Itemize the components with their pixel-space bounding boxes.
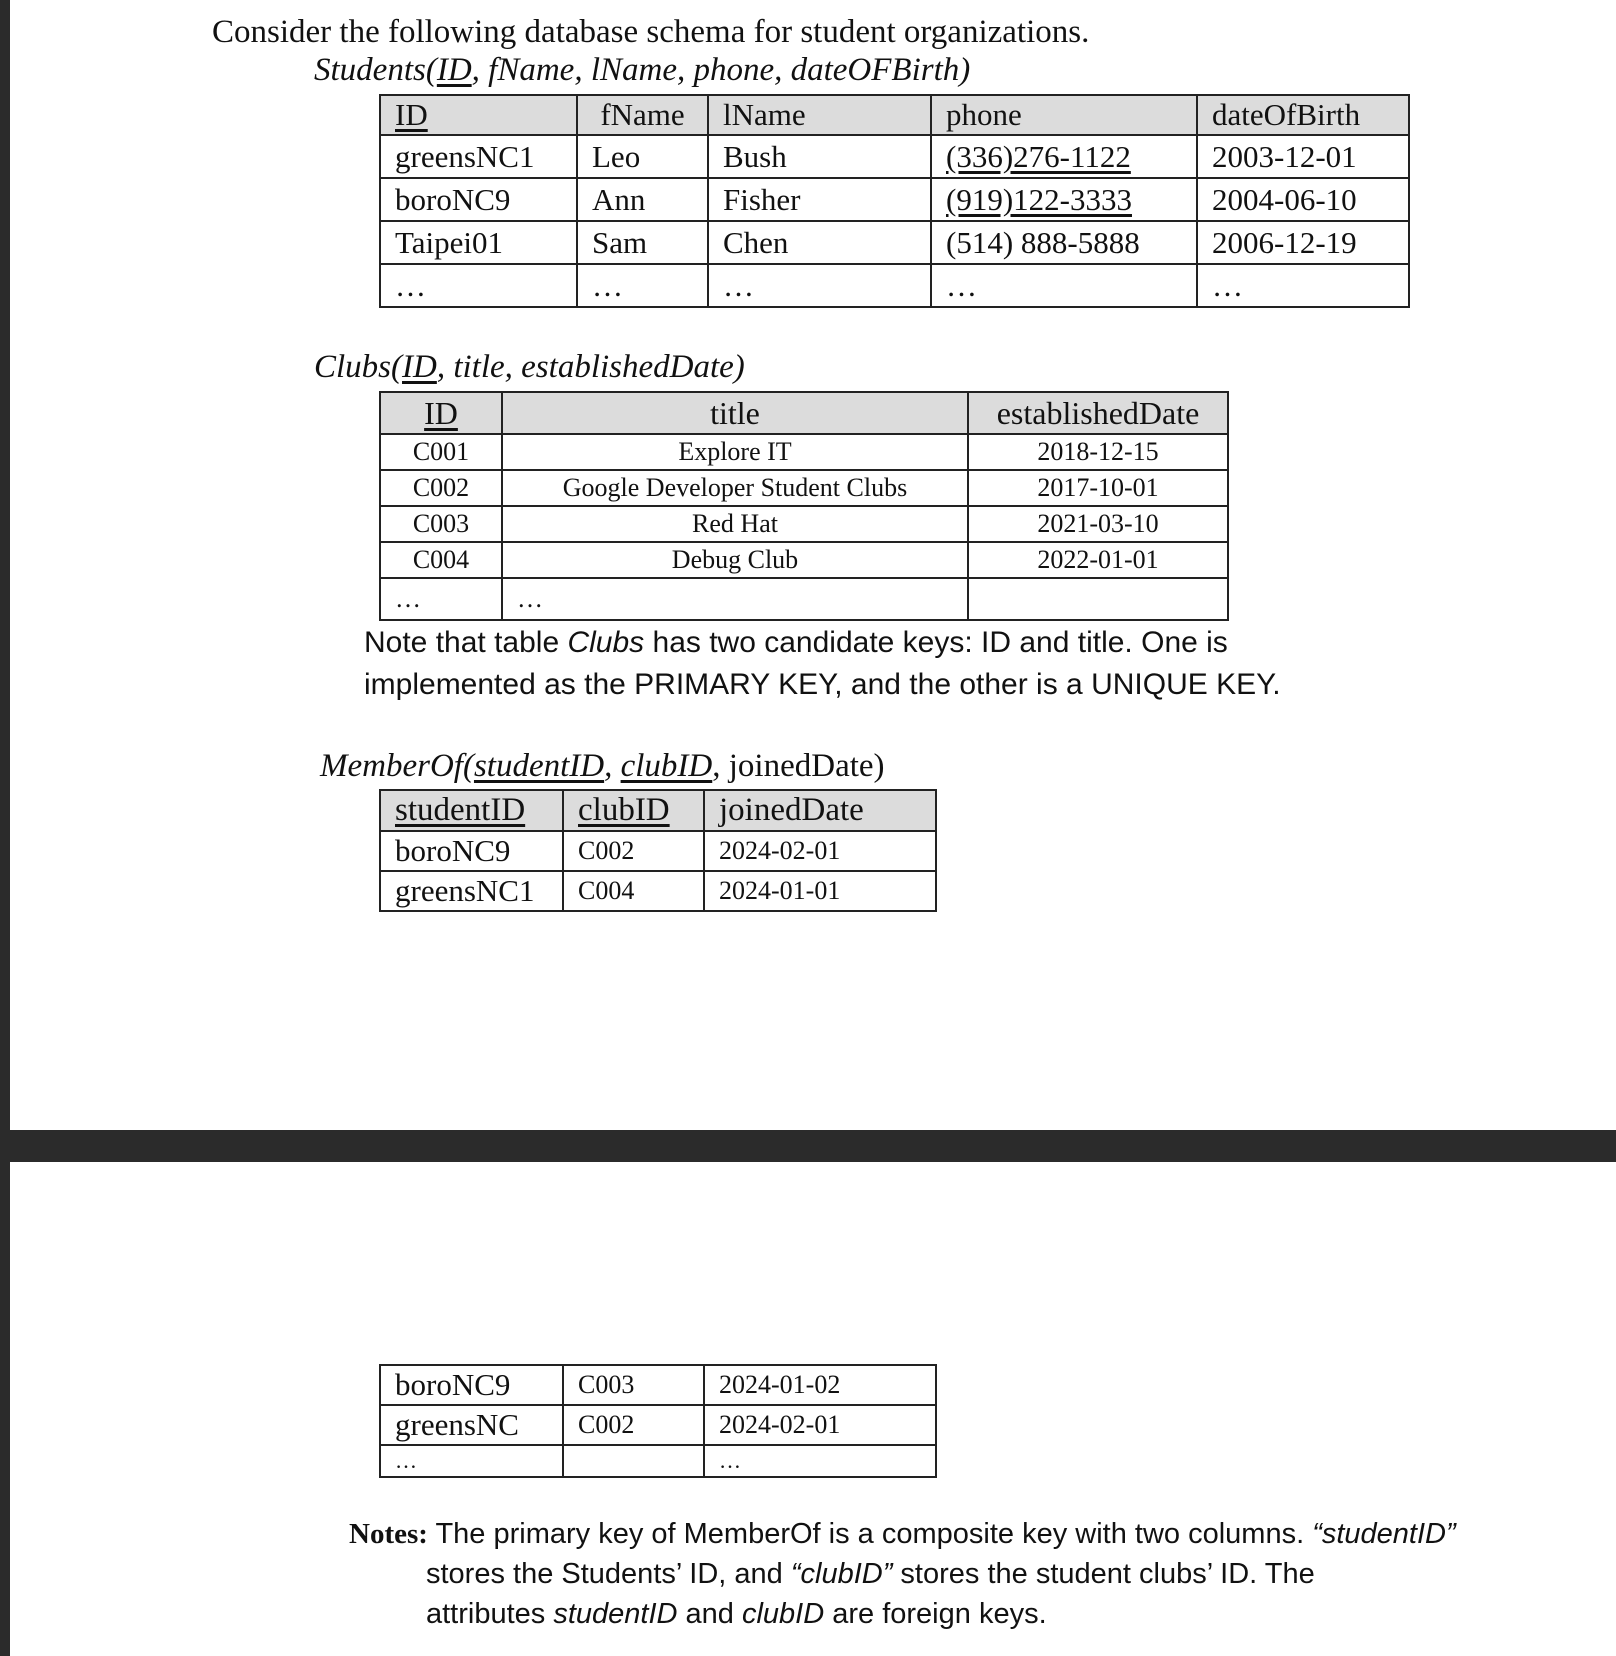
table-cell — [563, 1445, 704, 1477]
table-cell: greensNC1 — [380, 871, 563, 911]
students-schema-key: ID — [436, 52, 472, 88]
table-cell: Fisher — [708, 178, 931, 221]
table-cell: C004 — [563, 871, 704, 911]
table-cell: 2024-02-01 — [704, 1405, 936, 1445]
table-cell: C002 — [563, 1405, 704, 1445]
column-header: clubID — [563, 790, 704, 831]
table-row — [380, 506, 1228, 542]
column-header: title — [502, 392, 968, 434]
table-row — [380, 831, 936, 871]
table-cell: 2022-01-01 — [968, 542, 1228, 578]
table-header-row — [380, 790, 936, 831]
table-row — [380, 578, 1228, 620]
table-cell: Sam — [577, 221, 708, 264]
page-left-border — [0, 0, 10, 1656]
clubs-note-line-2: implemented as the PRIMARY KEY, and the other is a UNIQUE KEY. — [364, 668, 1281, 701]
column-header: establishedDate — [968, 392, 1228, 434]
table-cell: … — [380, 578, 502, 620]
table-cell: 2021-03-10 — [968, 506, 1228, 542]
table-cell — [968, 578, 1228, 620]
table-cell: (919)122-3333 — [931, 178, 1197, 221]
table-cell: Chen — [708, 221, 931, 264]
table-row — [380, 178, 1409, 221]
table-cell: C002 — [380, 470, 502, 506]
table-cell: Bush — [708, 135, 931, 178]
table-cell: 2004-06-10 — [1197, 178, 1409, 221]
memberof-schema-rest: joinedDate) — [728, 748, 885, 784]
table-cell: C001 — [380, 434, 502, 470]
table-cell: Ann — [577, 178, 708, 221]
table-cell: Taipei01 — [380, 221, 577, 264]
table-cell: C003 — [563, 1365, 704, 1405]
students-table — [379, 94, 1410, 308]
memberof-schema-key-1: studentID — [473, 748, 605, 784]
table-cell: boroNC9 — [380, 1365, 563, 1405]
table-cell: C004 — [380, 542, 502, 578]
table-cell: Explore IT — [502, 434, 968, 470]
intro-text: Consider the following database schema for student organizations. — [212, 14, 1090, 50]
clubs-schema-rest: , title, establishedDate) — [436, 349, 745, 385]
memberof-table — [379, 789, 937, 912]
table-cell: 2024-01-02 — [704, 1365, 936, 1405]
table-cell: Debug Club — [502, 542, 968, 578]
clubs-table — [379, 391, 1229, 621]
memberof-notes — [349, 1514, 1456, 1634]
column-header: joinedDate — [704, 790, 936, 831]
table-cell: boroNC9 — [380, 178, 577, 221]
column-header: lName — [708, 95, 931, 135]
table-cell: … — [577, 264, 708, 307]
table-cell: C002 — [563, 831, 704, 871]
table-cell: C003 — [380, 506, 502, 542]
table-cell: 2024-02-01 — [704, 831, 936, 871]
table-header-row — [380, 95, 1409, 135]
table-cell: … — [931, 264, 1197, 307]
table-row — [380, 221, 1409, 264]
table-cell: greensNC1 — [380, 135, 577, 178]
students-schema — [314, 52, 970, 89]
table-cell: greensNC — [380, 1405, 563, 1445]
table-cell: Google Developer Student Clubs — [502, 470, 968, 506]
memberof-table-continued — [379, 1364, 937, 1478]
notes-line-2: stores the Students’ ID, and “clubID” stores the student clubs’ ID. The — [426, 1558, 1315, 1590]
table-cell: … — [704, 1445, 936, 1477]
table-cell: Leo — [577, 135, 708, 178]
table-row — [380, 1445, 936, 1477]
students-schema-name: Students( — [314, 52, 437, 88]
clubs-note-line-1: Note that table Clubs has two candidate keys: ID and title. One is — [364, 626, 1228, 659]
table-cell: … — [708, 264, 931, 307]
memberof-schema-name: MemberOf( — [320, 748, 474, 784]
clubs-schema-name: Clubs( — [314, 349, 403, 385]
page-break-bar — [0, 1130, 1616, 1162]
table-cell: (336)276-1122 — [931, 135, 1197, 178]
table-row — [380, 434, 1228, 470]
column-header: dateOfBirth — [1197, 95, 1409, 135]
table-row — [380, 264, 1409, 307]
column-header: ID — [380, 392, 502, 434]
table-row — [380, 871, 936, 911]
table-row — [380, 542, 1228, 578]
table-cell: Red Hat — [502, 506, 968, 542]
clubs-schema-key: ID — [402, 349, 437, 385]
column-header: phone — [931, 95, 1197, 135]
memberof-schema: MemberOf(studentID, clubID, joinedDate) — [320, 748, 885, 784]
table-row — [380, 1405, 936, 1445]
notes-line-1: Notes: The primary key of MemberOf is a composite key with two columns. “studentID” — [349, 1518, 1456, 1550]
table-cell: 2006-12-19 — [1197, 221, 1409, 264]
table-cell: 2024-01-01 — [704, 871, 936, 911]
table-cell: … — [1197, 264, 1409, 307]
column-header: fName — [577, 95, 708, 135]
table-cell: 2003-12-01 — [1197, 135, 1409, 178]
table-cell: 2018-12-15 — [968, 434, 1228, 470]
clubs-note — [364, 622, 1281, 706]
table-cell: 2017-10-01 — [968, 470, 1228, 506]
column-header: ID — [380, 95, 577, 135]
clubs-schema — [314, 349, 745, 386]
table-cell: … — [380, 264, 577, 307]
table-cell: … — [380, 1445, 563, 1477]
memberof-schema-key-2: clubID — [620, 748, 713, 784]
notes-line-3: attributes studentID and clubID are foreign keys. — [426, 1598, 1047, 1630]
table-row — [380, 1365, 936, 1405]
table-header-row — [380, 392, 1228, 434]
table-row — [380, 470, 1228, 506]
column-header: studentID — [380, 790, 563, 831]
table-cell: … — [502, 578, 968, 620]
table-cell: (514) 888-5888 — [931, 221, 1197, 264]
students-schema-rest: , fName, lName, phone, dateOFBirth) — [471, 52, 971, 88]
table-row — [380, 135, 1409, 178]
table-cell: boroNC9 — [380, 831, 563, 871]
